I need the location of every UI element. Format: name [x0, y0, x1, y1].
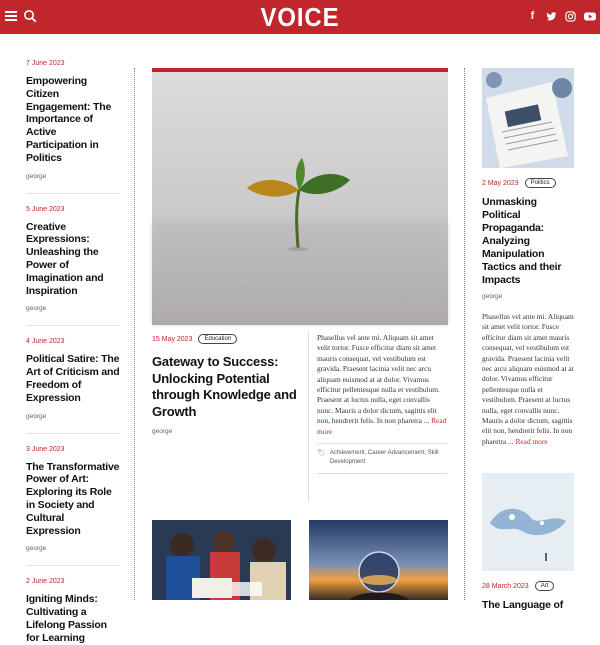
post-date: 15 May 2023 — [152, 335, 193, 343]
facebook-icon[interactable]: f — [530, 10, 535, 22]
newspaper-image — [482, 68, 574, 168]
featured-post — [152, 68, 448, 502]
post-thumbnail-link[interactable] — [482, 473, 574, 571]
excerpt-text: Phasellus vel ante mi. Aliquam sit amet velit tortor. Fusce efficitur diam sit amet mauris consequat, vel vestibulum est gravida. Praesent lacinia velit nec arcu aliquam euismod at at dolor. Vivamus efficitur pellentesque nulla et vestibulum. Praesent at luctus nulla, eget convallis nunc. Mauris a dolor dictum, sagittis elit non, hendrerit felis. In non pharetra ... — [482, 312, 574, 446]
divider — [26, 193, 120, 194]
post-date: 3 June 2023 — [26, 445, 65, 453]
post-date: 2 May 2023 — [482, 179, 519, 187]
category-tag[interactable]: Education — [198, 334, 237, 344]
site-logo[interactable]: VOICE — [260, 2, 340, 32]
post-thumbnail-link[interactable] — [309, 520, 448, 600]
divider — [26, 325, 120, 326]
youtube-icon[interactable] — [584, 10, 595, 23]
post-author-link[interactable]: george — [26, 172, 47, 180]
category-tag[interactable]: Art — [535, 581, 555, 591]
post-date: 5 June 2023 — [26, 205, 65, 213]
post-date: 28 March 2023 — [482, 582, 529, 590]
post-date: 2 June 2023 — [26, 578, 65, 586]
categories-list[interactable]: Achievement, Career Advancement, Skill Development — [329, 450, 439, 466]
post-title-link[interactable]: Igniting Minds: Cultivating a Lifelong Passion for Learning — [26, 593, 107, 644]
divider — [308, 332, 309, 502]
post-author-link[interactable]: george — [26, 412, 47, 420]
excerpt-text: Phasellus vel ante mi. Aliquam sit amet velit tortor. Fusce efficitur diam sit amet mauris consequat, vel vestibulum est gravida. Praesent lacinia velit nec arcu aliquam euismod at at dolor. Vivamus efficitur pellentesque nulla et vestibulum. Praesent at luctus nulla, eget convallis nunc. Mauris a dolor dictum, sagittis elit non, hendrerit felis. In non pharetra ... — [317, 333, 440, 426]
column-divider — [134, 68, 135, 600]
post-title-link[interactable]: Unmasking Political Propaganda: Analyzing Manipulation Tactics and their Impacts — [482, 196, 562, 286]
twitter-icon[interactable] — [546, 10, 557, 23]
post-title-link[interactable]: The Language of — [482, 599, 564, 612]
post-title-link[interactable]: The Transformative Power of Art: Exploring its Role in Society and Cultural Expression — [26, 460, 120, 537]
read-more-link[interactable]: Read more — [515, 436, 548, 446]
featured-excerpt — [317, 333, 447, 502]
divider — [26, 565, 120, 566]
post-thumbnail-link[interactable] — [152, 520, 291, 600]
list-item — [26, 446, 120, 567]
children-reading-image — [152, 520, 291, 600]
divider — [26, 433, 120, 434]
post-author-link[interactable]: george — [152, 428, 173, 435]
featured-meta — [152, 325, 302, 502]
read-more-link[interactable]: Read more — [317, 416, 447, 436]
post-author-link[interactable]: george — [482, 293, 503, 300]
post-title-link[interactable]: Empowering Citizen Engagement: The Importance of Active Participation in Politics — [26, 75, 112, 164]
sidebar-posts — [482, 68, 574, 612]
tag-icon: 🏷 — [317, 450, 326, 458]
post-author-link[interactable]: george — [26, 545, 47, 553]
post-author-link[interactable]: george — [26, 305, 47, 313]
post-thumbnail-link[interactable] — [482, 68, 574, 168]
post-date: 4 June 2023 — [26, 338, 65, 346]
post-title-link[interactable]: Creative Expressions: Unleashing the Power of Imagination and Inspiration — [26, 220, 104, 297]
list-item — [26, 206, 120, 327]
social-links — [527, 10, 595, 23]
abstract-art-image — [482, 473, 574, 571]
list-item — [26, 578, 120, 644]
featured-image-link[interactable] — [152, 68, 448, 325]
site-header — [0, 0, 600, 34]
sprout-image — [152, 72, 448, 325]
list-item — [26, 60, 120, 194]
divider — [317, 473, 447, 474]
latest-posts-list — [26, 60, 120, 645]
list-item — [26, 338, 120, 433]
category-tag[interactable]: Politics — [525, 178, 556, 188]
instagram-icon[interactable] — [565, 10, 576, 23]
post-title-link[interactable]: Political Satire: The Art of Criticism and Freedom of Expression — [26, 353, 120, 404]
post-date: 7 June 2023 — [26, 60, 65, 67]
featured-title-link[interactable]: Gateway to Success: Unlocking Potential through Knowledge and Growth — [152, 354, 297, 419]
column-divider — [464, 68, 465, 600]
hamburger-icon[interactable] — [5, 11, 17, 21]
crystal-ball-image — [309, 520, 448, 600]
